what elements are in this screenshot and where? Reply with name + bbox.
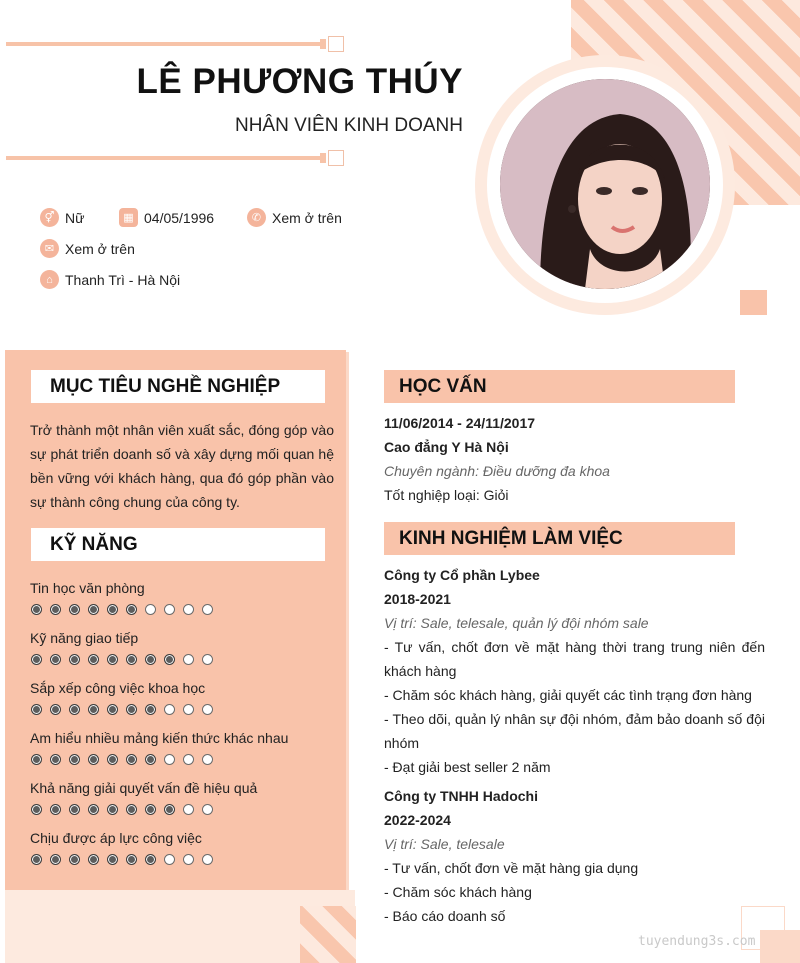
rating-dot-empty [164,604,175,615]
email-text: Xem ở trên [65,240,135,257]
skill-name: Kỹ năng giao tiếp [30,630,139,646]
email-icon: ✉ [40,239,59,258]
rating-dot-filled [69,754,80,765]
rating-dot-filled [31,754,42,765]
job-duty: - Chăm sóc khách hàng [384,884,532,900]
skill-name: Tin học văn phòng [30,580,145,596]
job-duty: - Tư vấn, chốt đơn về mặt hàng gia dụng [384,860,639,876]
rating-dot-filled [50,654,61,665]
skill-rating [31,754,221,765]
rating-dot-filled [31,804,42,815]
education-period: 11/06/2014 - 24/11/2017 [384,415,536,431]
skill-rating [31,654,221,665]
rating-dot-filled [31,654,42,665]
rating-dot-filled [164,654,175,665]
rating-dot-filled [69,804,80,815]
rating-dot-filled [107,804,118,815]
rating-dot-filled [31,604,42,615]
phone-icon: ✆ [247,208,266,227]
rating-dot-filled [126,854,137,865]
job-duty: - Chăm sóc khách hàng, giải quyết các tình trạng đơn hàng [384,687,752,703]
rating-dot-filled [31,704,42,715]
rating-dot-filled [50,704,61,715]
gender-icon: ⚥ [40,208,59,227]
rating-dot-filled [69,604,80,615]
phone-text: Xem ở trên [272,209,342,226]
rating-dot-empty [202,804,213,815]
rating-dot-filled [145,854,156,865]
job-duty: - Theo dõi, quản lý nhân sự đội nhóm, đảm bảo doanh số đội nhóm [384,711,765,751]
skill-name: Am hiểu nhiều mảng kiến thức khác nhau [30,730,289,746]
job-position: Vị trí: Sale, telesale, quản lý đội nhóm sale [384,615,649,631]
rating-dot-empty [164,854,175,865]
rating-dot-empty [183,754,194,765]
rating-dot-filled [107,704,118,715]
rating-dot-filled [69,654,80,665]
rating-dot-filled [69,854,80,865]
contact-phone [247,208,342,227]
gender-text: Nữ [65,209,85,226]
rating-dot-empty [202,654,213,665]
header-line-cap-bottom [320,153,326,163]
skill-name: Khả năng giải quyết vấn đề hiệu quả [30,780,258,796]
home-icon: ⌂ [40,270,59,289]
rating-dot-filled [126,754,137,765]
header-line-cap-top [320,39,326,49]
job-period: 2022-2024 [384,812,451,828]
rating-dot-empty [202,754,213,765]
calendar-icon: ▦ [119,208,138,227]
candidate-name: LÊ PHƯƠNG THÚY [136,62,463,101]
header-line-bottom [6,156,324,160]
contact-email [40,239,135,258]
education-heading: HỌC VẤN [384,370,735,403]
rating-dot-filled [107,604,118,615]
skill-name: Sắp xếp công việc khoa học [30,680,206,696]
contact-address [40,270,180,289]
left-panel-shadow [346,352,349,890]
rating-dot-empty [183,854,194,865]
job-company: Công ty Cổ phần Lybee [384,567,540,583]
job-duty: - Tư vấn, chốt đơn về mặt hàng thời trang trung niên đến khách hàng [384,639,765,679]
rating-dot-filled [50,604,61,615]
rating-dot-filled [126,804,137,815]
education-grade: Tốt nghiệp loại: Giỏi [384,487,509,503]
deco-corner [760,930,800,963]
rating-dot-filled [31,854,42,865]
rating-dot-filled [50,804,61,815]
rating-dot-empty [164,704,175,715]
deco-square [740,290,767,315]
rating-dot-filled [107,754,118,765]
rating-dot-filled [126,604,137,615]
rating-dot-filled [88,654,99,665]
rating-dot-filled [88,604,99,615]
education-major: Chuyên ngành: Điều dưỡng đa khoa [384,463,610,479]
rating-dot-empty [202,854,213,865]
job-company: Công ty TNHH Hadochi [384,788,538,804]
watermark: tuyendung3s.com [638,934,756,949]
rating-dot-empty [202,704,213,715]
rating-dot-filled [69,704,80,715]
education-school: Cao đẳng Y Hà Nội [384,439,509,455]
rating-dot-filled [145,804,156,815]
skill-name: Chịu được áp lực công việc [30,830,202,846]
skills-heading: KỸ NĂNG [31,528,325,561]
rating-dot-empty [202,604,213,615]
job-duty: - Báo cáo doanh số [384,908,506,924]
header-box-bottom [328,150,344,166]
header-line-top [6,42,324,46]
address-text: Thanh Trì - Hà Nội [65,271,181,288]
avatar [500,79,710,289]
rating-dot-filled [107,854,118,865]
rating-dot-filled [145,754,156,765]
rating-dot-filled [88,754,99,765]
rating-dot-empty [183,804,194,815]
rating-dot-empty [183,604,194,615]
rating-dot-filled [88,704,99,715]
skill-rating [31,854,221,865]
skill-rating [31,804,221,815]
skill-rating [31,704,221,715]
objective-heading: MỤC TIÊU NGHỀ NGHIỆP [31,370,325,403]
rating-dot-filled [88,854,99,865]
birthday-text: 04/05/1996 [144,209,215,226]
rating-dot-filled [50,854,61,865]
rating-dot-empty [183,654,194,665]
rating-dot-empty [145,604,156,615]
bottom-stripes [300,906,356,963]
job-title: NHÂN VIÊN KINH DOANH [234,115,463,136]
rating-dot-filled [88,804,99,815]
rating-dot-filled [145,654,156,665]
skill-rating [31,604,221,615]
rating-dot-filled [126,704,137,715]
rating-dot-filled [145,704,156,715]
job-position: Vị trí: Sale, telesale [384,836,505,852]
contact-birthday [119,208,214,227]
contact-gender [40,208,84,227]
header-box-top [328,36,344,52]
rating-dot-empty [183,704,194,715]
rating-dot-filled [126,654,137,665]
job-period: 2018-2021 [384,591,451,607]
rating-dot-filled [164,804,175,815]
rating-dot-filled [50,754,61,765]
experience-heading: KINH NGHIỆM LÀM VIỆC [384,522,735,555]
objective-text: Trở thành một nhân viên xuất sắc, đóng góp vào sự phát triển doanh số và xây dựng mối quan hệ bền vững với khách hàng, qua đó góp phần vào sự thành công chung của công ty. [30,422,334,510]
rating-dot-empty [164,754,175,765]
rating-dot-filled [107,654,118,665]
job-duty: - Đạt giải best seller 2 năm [384,759,551,775]
